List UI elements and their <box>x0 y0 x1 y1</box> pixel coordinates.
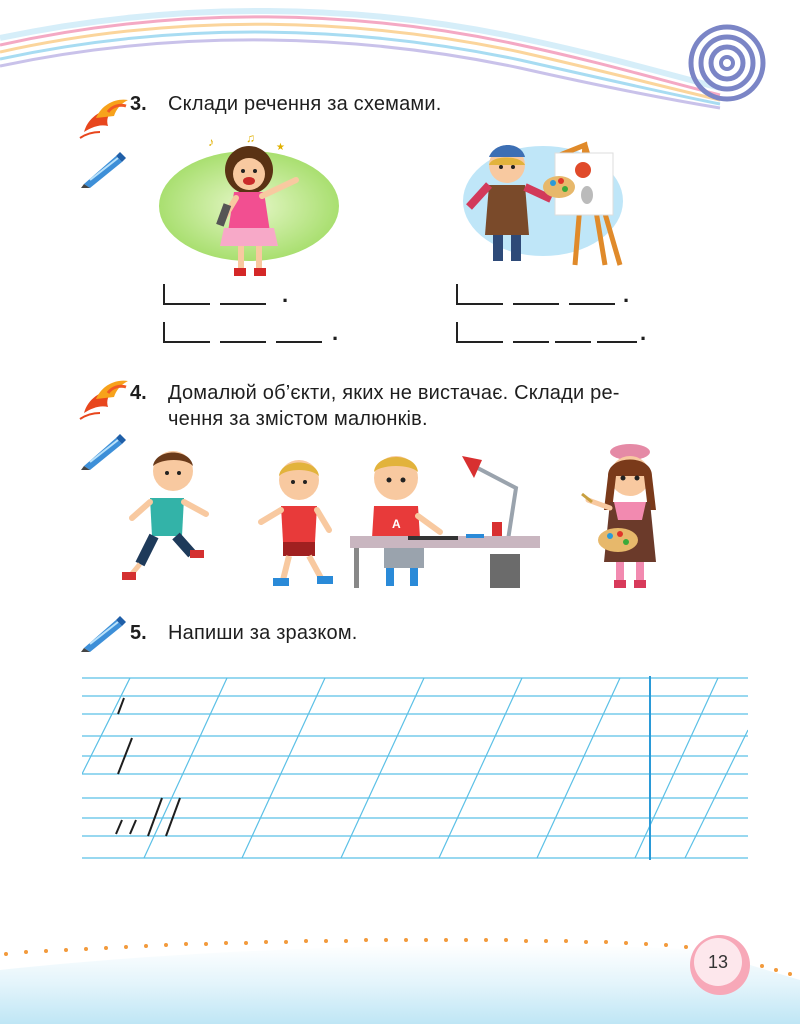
painter-boy-illustration <box>455 135 640 267</box>
firebird-icon <box>78 373 130 421</box>
firebird-icon <box>78 92 130 140</box>
sentence-end-dot: . <box>623 282 630 307</box>
task4-number: 4. <box>130 382 147 404</box>
sentence-scheme-right-2 <box>455 320 645 346</box>
sentence-scheme-left-2 <box>162 320 342 346</box>
sentence-scheme-left-1 <box>162 282 302 308</box>
page-number: 13 <box>707 952 729 972</box>
task4-instruction-line2: чення за змістом малюнків. <box>168 408 428 430</box>
painter-girl-illustration <box>578 440 680 592</box>
sentence-end-dot: . <box>332 320 339 345</box>
walking-boy-illustration <box>255 452 340 590</box>
task3-instruction: Склади речення за схемами. <box>168 93 442 115</box>
task4-instruction-line1: Домалюй об’єкти, яких не вистачає. Склади ре- <box>168 382 620 404</box>
running-boy-illustration <box>118 446 213 586</box>
pen-icon <box>80 614 126 652</box>
pen-icon <box>80 150 126 188</box>
task3-number: 3. <box>130 93 147 115</box>
svg-text:★: ★ <box>276 142 285 153</box>
singing-girl-illustration <box>158 128 340 283</box>
svg-text:♪: ♪ <box>208 135 214 149</box>
sentence-scheme-right-1 <box>455 282 635 308</box>
sentence-end-dot: . <box>282 282 289 307</box>
sentence-end-dot: . <box>640 320 647 345</box>
task5-instruction: Напиши за зразком. <box>168 622 358 644</box>
handwriting-lines[interactable] <box>82 670 748 862</box>
footer-wave <box>0 920 800 1024</box>
task5-number: 5. <box>130 622 147 644</box>
boy-at-desk-illustration <box>348 450 543 592</box>
spiral-icon <box>688 24 766 102</box>
svg-text:♫: ♫ <box>246 131 255 145</box>
svg-text:A: A <box>392 517 401 531</box>
